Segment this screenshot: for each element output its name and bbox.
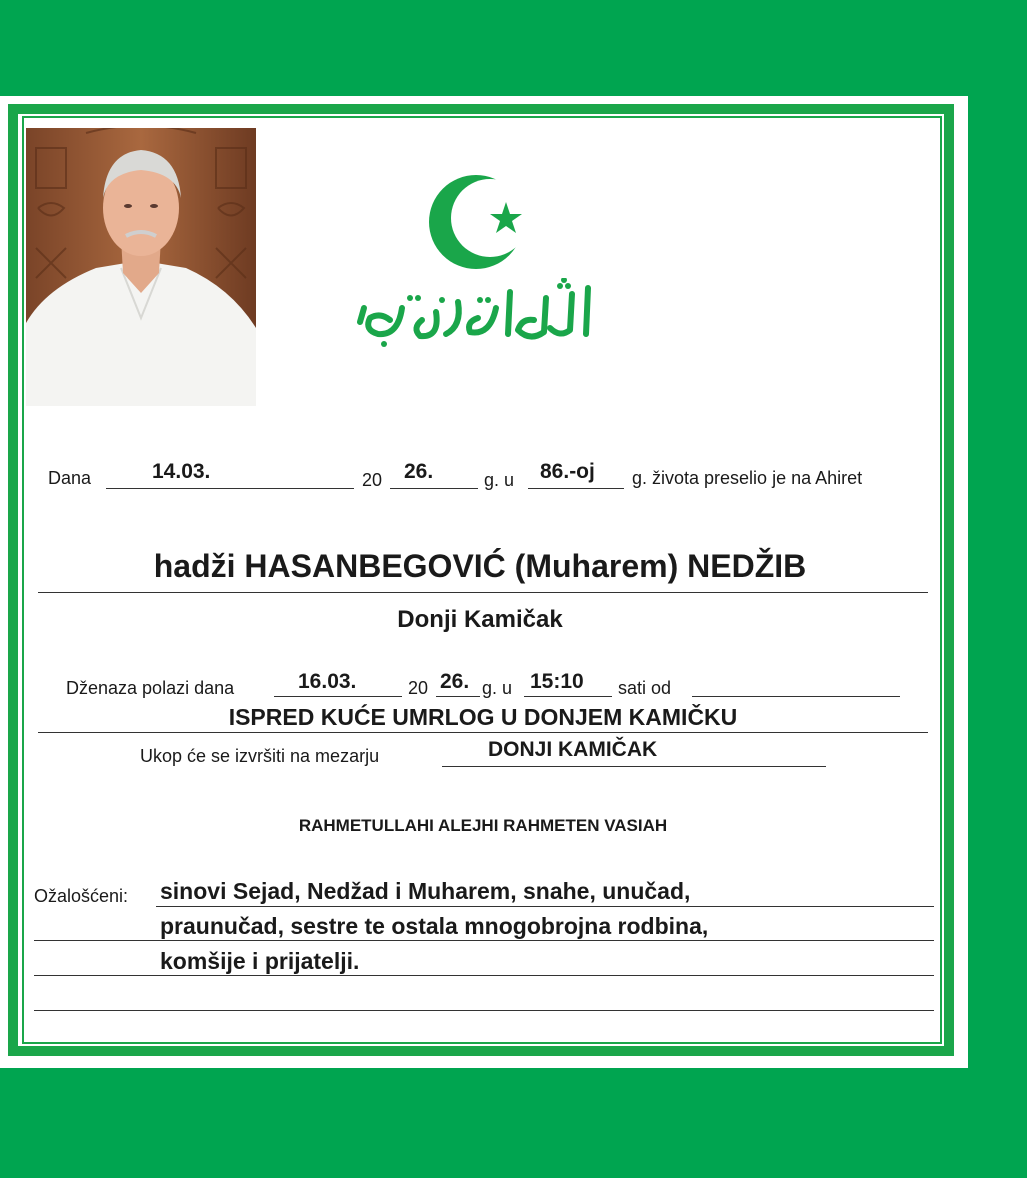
mourners-line-3 — [34, 975, 934, 976]
crescent-star-icon — [424, 168, 534, 276]
mourners-line-2 — [34, 940, 934, 941]
death-year: 26. — [404, 460, 434, 483]
year-line — [390, 488, 478, 489]
age: 86.-oj — [540, 460, 595, 483]
g-u-label: g. u — [484, 470, 515, 490]
funeral-time-line — [524, 696, 612, 697]
residence: Donji Kamičak — [397, 606, 563, 633]
sati-od-label: sati od — [618, 678, 672, 698]
portrait-photo — [26, 128, 256, 406]
funeral-time: 15:10 — [530, 670, 584, 693]
date-line — [106, 488, 354, 489]
sati-od-line — [692, 696, 900, 697]
deceased-name: hadži HASANBEGOVIĆ (Muharem) NEDŽIB — [153, 548, 807, 584]
mourners-text-3: komšije i prijatelji. — [160, 948, 360, 974]
row1-suffix: g. života preselio je na Ahiret — [632, 468, 863, 488]
mourners-text-2: praunučad, sestre te ostala mnogobrojna rodbina, — [160, 913, 709, 939]
funeral-year: 26. — [440, 670, 470, 693]
arabic-calligraphy — [350, 278, 600, 358]
burial-line — [442, 766, 826, 767]
mourners-text-1: sinovi Sejad, Nedžad i Muharem, snahe, unučad, — [160, 878, 691, 904]
mourners-line-4 — [34, 1010, 934, 1011]
prayer-text: RAHMETULLAHI ALEJHI RAHMETEN VASIAH — [298, 816, 668, 835]
funeral-year-line — [436, 696, 480, 697]
funeral-label: Dženaza polazi dana — [66, 678, 235, 698]
funeral-date-line — [274, 696, 402, 697]
burial-label: Ukop će se izvršiti na mezarju — [140, 746, 380, 766]
funeral-location: ISPRED KUĆE UMRLOG U DONJEM KAMIČKU — [228, 704, 738, 730]
age-line — [528, 488, 624, 489]
mourners-line-1 — [156, 906, 934, 907]
funeral-year-prefix: 20 — [408, 678, 429, 698]
dana-label: Dana — [48, 468, 92, 488]
funeral-g-u-label: g. u — [482, 678, 513, 698]
death-date: 14.03. — [152, 460, 211, 483]
burial-place: DONJI KAMIČAK — [488, 738, 658, 761]
name-line — [38, 592, 928, 593]
year-prefix: 20 — [362, 470, 383, 490]
location-line — [38, 732, 928, 733]
mourners-label: Ožalošćeni: — [34, 886, 129, 906]
funeral-date: 16.03. — [298, 670, 357, 693]
